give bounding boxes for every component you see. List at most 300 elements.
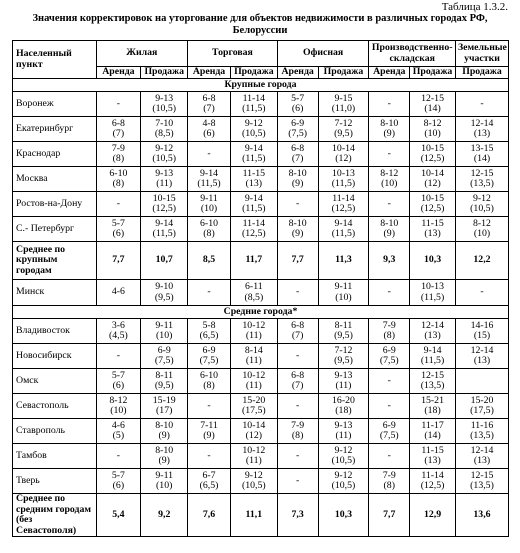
value-range: 5-8: [202, 319, 216, 331]
value-cell: [410, 280, 456, 306]
value-mean: (7): [203, 103, 215, 114]
value-range: 11-16: [470, 419, 494, 431]
value-mean: (14): [424, 430, 441, 441]
value-range: -: [296, 286, 300, 298]
value-range: 6-9: [291, 117, 305, 129]
value-mean: (13,5): [420, 380, 445, 391]
value-cell: [141, 444, 188, 469]
value-cell: [96, 217, 141, 242]
value-mean: (13): [424, 330, 441, 341]
value-cell: [277, 280, 318, 306]
value-cell: [96, 142, 141, 167]
value-range: 12-14: [421, 319, 444, 331]
value-cell: [455, 280, 508, 306]
value-cell: [188, 192, 231, 217]
value-mean: (12,5): [420, 153, 445, 164]
value-range: 7-11: [200, 419, 218, 431]
value-cell: [141, 217, 188, 242]
value-range: 7-9: [291, 419, 305, 431]
city-name: Ставрополь: [13, 419, 97, 444]
value-mean: (12): [245, 430, 262, 441]
value-mean: (11,5): [420, 355, 445, 366]
value-mean: (12,5): [152, 203, 177, 214]
value-cell: [277, 469, 318, 494]
value-mean: (10,5): [331, 455, 356, 466]
value-range: 6-9: [202, 344, 216, 356]
value-cell: [141, 280, 188, 306]
value-cell: [230, 117, 277, 142]
value-mean: (6,5): [199, 330, 219, 341]
value-range: 9-13: [155, 92, 174, 104]
city-name: С.- Петербург: [13, 217, 97, 242]
value-mean: (14): [424, 103, 441, 114]
value-mean: (13): [245, 178, 262, 189]
value-mean: (13): [473, 128, 491, 139]
value-cell: [318, 192, 369, 217]
value-mean: (17): [156, 405, 173, 416]
value-mean: (11,5): [197, 178, 221, 189]
value-range: -: [116, 197, 121, 209]
section-medium-cities: Средние города*: [13, 306, 509, 319]
value-range: -: [296, 449, 300, 461]
value-cell: [230, 344, 277, 369]
value-cell: [455, 217, 508, 242]
title-line-2: Белоруссии: [232, 25, 288, 36]
value-mean: (11,5): [242, 153, 266, 164]
value-range: 9-11: [155, 319, 174, 331]
value-mean: (18): [335, 405, 352, 416]
value-range: -: [116, 349, 121, 361]
value-range: 10-14: [242, 419, 266, 431]
value-mean: (17,5): [470, 405, 494, 416]
value-cell: [230, 369, 277, 394]
value-range: 11-15: [421, 217, 444, 229]
value-range: 11-17: [421, 419, 444, 431]
value-range: 6-8: [291, 319, 305, 331]
value-range: 4-6: [111, 419, 125, 431]
value-cell: [96, 117, 141, 142]
value-mean: (11,5): [152, 228, 176, 239]
value-range: 9-14: [244, 192, 263, 204]
value-cell: [141, 394, 188, 419]
table-row: [13, 142, 509, 167]
value-cell: [188, 319, 231, 344]
value-range: -: [480, 97, 484, 109]
value-range: 14-16: [470, 319, 494, 331]
value-cell: [455, 444, 508, 469]
sub-rent: Аренда: [96, 67, 141, 79]
value-range: 8-10: [380, 217, 399, 229]
value-cell: [277, 217, 318, 242]
value-range: 7-9: [382, 319, 396, 331]
city-name: Москва: [13, 167, 97, 192]
value-cell: [96, 369, 141, 394]
value-mean: (13,5): [470, 178, 494, 189]
value-cell: [455, 92, 508, 117]
value-range: 9-12: [334, 469, 353, 481]
value-cell: [96, 344, 141, 369]
value-mean: (12): [335, 153, 352, 164]
value-mean: (6): [112, 228, 125, 239]
value-cell: [455, 319, 508, 344]
value-mean: (8,5): [154, 128, 174, 139]
value-range: 6-8: [111, 117, 125, 129]
value-mean: (9): [291, 228, 304, 239]
value-range: 6-11: [245, 281, 263, 292]
value-cell: [410, 192, 456, 217]
value-mean: (10,5): [242, 480, 266, 491]
value-cell: [410, 117, 456, 142]
value-cell: [410, 444, 456, 469]
value-cell: [277, 419, 318, 444]
value-cell: [318, 444, 369, 469]
value-mean: (10): [424, 128, 441, 139]
value-cell: [318, 344, 369, 369]
average-row: [13, 242, 509, 280]
sub-sale: Продажа: [410, 67, 456, 79]
value-range: 8-10: [155, 419, 174, 431]
value-cell: [410, 419, 456, 444]
value-mean: (8): [383, 330, 395, 341]
value-range: 10-14: [332, 142, 355, 154]
value-range: 10-15: [152, 192, 176, 204]
average-value: 7,7: [369, 494, 410, 537]
value-mean: (8): [203, 380, 215, 391]
city-name: Минск: [13, 280, 97, 306]
value-cell: [369, 344, 410, 369]
value-range: 9-10: [155, 281, 174, 292]
value-range: 11-14: [332, 192, 355, 204]
table-row: [13, 469, 509, 494]
value-cell: [369, 92, 410, 117]
value-cell: [455, 369, 508, 394]
value-range: 5-7: [111, 217, 125, 229]
value-range: 9-14: [334, 217, 353, 229]
value-range: 7-9: [382, 469, 396, 481]
value-range: 9-13: [155, 167, 174, 179]
value-cell: [230, 280, 277, 306]
value-cell: [141, 319, 188, 344]
value-cell: [410, 167, 456, 192]
city-name: Омск: [13, 369, 97, 394]
value-cell: [410, 344, 456, 369]
value-cell: [318, 117, 369, 142]
value-cell: [277, 319, 318, 344]
value-cell: [188, 444, 231, 469]
average-value: 12,9: [410, 494, 456, 537]
section-large-cities: Крупные города: [13, 79, 509, 92]
table-row: [13, 344, 509, 369]
value-cell: [318, 469, 369, 494]
table-row: [13, 319, 509, 344]
value-cell: [277, 92, 318, 117]
value-mean: (7,5): [379, 355, 399, 366]
table-row: [13, 92, 509, 117]
value-range: 15-20: [470, 394, 494, 406]
value-cell: [455, 419, 508, 444]
value-cell: [410, 394, 456, 419]
value-range: 3-6: [111, 319, 125, 331]
value-mean: (8): [112, 153, 125, 164]
table-title: [0, 13, 520, 37]
value-cell: [141, 344, 188, 369]
value-cell: [141, 419, 188, 444]
value-range: 9-12: [244, 469, 263, 481]
value-cell: [369, 394, 410, 419]
value-cell: [96, 92, 141, 117]
value-cell: [455, 469, 508, 494]
value-cell: [230, 142, 277, 167]
table-row: [13, 217, 509, 242]
value-mean: (8): [112, 178, 125, 189]
value-range: 8-12: [473, 217, 491, 229]
value-cell: [277, 369, 318, 394]
value-cell: [188, 394, 231, 419]
sub-sale: Продажа: [141, 67, 188, 79]
value-mean: (11,0): [331, 103, 356, 114]
value-cell: [188, 469, 231, 494]
value-cell: [230, 444, 277, 469]
value-cell: [318, 394, 369, 419]
value-mean: (9,5): [334, 355, 353, 366]
value-mean: (13): [473, 455, 491, 466]
value-cell: [369, 192, 410, 217]
sub-rent: Аренда: [277, 67, 318, 79]
average-value: 9,3: [369, 242, 410, 280]
value-range: -: [387, 97, 391, 109]
value-cell: [369, 369, 410, 394]
city-name: Севастополь: [13, 394, 97, 419]
value-cell: [277, 344, 318, 369]
table-row: [13, 117, 509, 142]
value-cell: [188, 344, 231, 369]
average-value: 9,2: [141, 494, 188, 537]
city-name: Ростов-на-Дону: [13, 192, 97, 217]
value-range: 10-14: [421, 167, 444, 179]
value-cell: [318, 217, 369, 242]
header-retail: Торговая: [188, 41, 278, 67]
sub-rent: Аренда: [369, 67, 410, 79]
value-cell: [455, 142, 508, 167]
average-value: 8,5: [188, 242, 231, 280]
city-name: Владивосток: [13, 319, 97, 344]
value-cell: [141, 92, 188, 117]
value-range: 9-11: [334, 281, 353, 292]
value-cell: [230, 394, 277, 419]
value-mean: (12,5): [420, 203, 445, 214]
value-cell: [141, 192, 188, 217]
value-range: 10-13: [332, 167, 355, 179]
value-cell: [141, 469, 188, 494]
value-range: 12-14: [470, 344, 494, 356]
value-mean: (11): [245, 455, 262, 466]
value-mean: (18): [424, 405, 441, 416]
value-mean: (10): [335, 291, 352, 303]
value-range: -: [207, 399, 211, 411]
table-body: [13, 79, 509, 537]
value-range: 10-15: [421, 142, 444, 154]
value-range: 15-20: [242, 394, 266, 406]
value-range: 6-9: [382, 419, 396, 431]
value-cell: [318, 419, 369, 444]
value-range: -: [387, 374, 391, 386]
value-range: 4-6: [111, 286, 125, 298]
value-cell: [410, 92, 456, 117]
value-cell: [230, 192, 277, 217]
value-range: 5-7: [111, 469, 125, 481]
value-cell: [96, 444, 141, 469]
value-range: -: [387, 449, 391, 461]
value-cell: [369, 167, 410, 192]
value-mean: (13): [473, 355, 491, 366]
value-mean: (12): [424, 178, 441, 189]
value-mean: (10): [110, 405, 127, 416]
value-cell: [188, 369, 231, 394]
table-row: [13, 192, 509, 217]
value-mean: (13,5): [470, 480, 494, 491]
section-row: [13, 79, 509, 92]
value-mean: (8): [291, 430, 304, 441]
value-mean: (4,5): [109, 330, 128, 341]
average-value: 10,3: [318, 494, 369, 537]
value-cell: [455, 344, 508, 369]
value-mean: (6): [203, 128, 215, 139]
value-cell: [141, 167, 188, 192]
value-range: 6-10: [109, 167, 128, 179]
value-cell: [188, 217, 231, 242]
value-cell: [141, 369, 188, 394]
sub-sale: Продажа: [318, 67, 369, 79]
average-value: 13,6: [455, 494, 508, 537]
value-cell: [369, 280, 410, 306]
value-range: 5-7: [111, 369, 125, 381]
value-mean: (9): [158, 455, 170, 466]
value-cell: [230, 469, 277, 494]
value-cell: [455, 167, 508, 192]
value-cell: [188, 167, 231, 192]
value-range: -: [296, 399, 300, 411]
value-mean: (13,5): [470, 430, 494, 441]
value-mean: (7,5): [199, 355, 219, 366]
value-range: 12-14: [470, 117, 494, 129]
value-cell: [188, 142, 231, 167]
value-range: 11-15: [242, 167, 266, 179]
value-range: -: [387, 286, 391, 298]
value-mean: (10,5): [470, 203, 494, 214]
value-mean: (9,5): [334, 128, 353, 139]
value-range: 8-11: [155, 369, 174, 381]
city-name: Воронеж: [13, 92, 97, 117]
table-row: [13, 394, 509, 419]
value-cell: [96, 319, 141, 344]
value-range: 12-15: [470, 167, 494, 179]
value-range: 11-14: [421, 469, 444, 481]
value-range: 10-12: [242, 369, 266, 381]
value-range: 6-7: [202, 469, 216, 481]
value-range: 11-14: [242, 217, 266, 229]
sub-rent: Аренда: [188, 67, 231, 79]
table-row: [13, 444, 509, 469]
value-cell: [277, 394, 318, 419]
value-cell: [318, 280, 369, 306]
average-value: 10,7: [141, 242, 188, 280]
value-range: 16-20: [332, 394, 355, 406]
value-range: 9-14: [200, 167, 218, 179]
value-mean: (11,5): [331, 178, 356, 189]
section-row: [13, 306, 509, 319]
value-range: 6-9: [157, 344, 171, 356]
value-cell: [410, 217, 456, 242]
value-range: 12-15: [470, 469, 494, 481]
value-cell: [455, 117, 508, 142]
value-range: 9-14: [244, 142, 263, 154]
value-cell: [96, 192, 141, 217]
value-mean: (10,5): [331, 480, 356, 491]
value-range: 7-12: [334, 344, 353, 356]
value-cell: [230, 217, 277, 242]
value-mean: (9,5): [154, 291, 174, 303]
value-range: 6-8: [291, 369, 305, 381]
value-mean: (8): [383, 480, 395, 491]
table-number: Таблица 1.3.2.: [441, 1, 508, 13]
value-cell: [277, 192, 318, 217]
value-mean: (10): [156, 330, 173, 341]
value-cell: [277, 117, 318, 142]
city-name: Новосибирск: [13, 344, 97, 369]
sub-sale: Продажа: [230, 67, 277, 79]
value-mean: (10,5): [242, 128, 266, 139]
value-range: 12-14: [470, 444, 494, 456]
value-range: -: [296, 349, 300, 361]
value-range: 9-11: [200, 192, 218, 204]
value-range: 9-14: [423, 344, 442, 356]
value-mean: (7): [291, 330, 304, 341]
value-mean: (13): [424, 455, 441, 466]
value-mean: (7): [112, 128, 125, 139]
value-cell: [369, 469, 410, 494]
city-name: Тверь: [13, 469, 97, 494]
value-mean: (7): [291, 380, 304, 391]
value-mean: (9): [383, 228, 395, 239]
value-cell: [230, 419, 277, 444]
value-mean: (11,5): [331, 228, 356, 239]
value-cell: [410, 369, 456, 394]
value-range: 15-21: [421, 394, 444, 406]
discount-table: [12, 40, 509, 537]
value-range: 6-9: [382, 344, 396, 356]
value-mean: (6): [112, 380, 125, 391]
average-value: 11,3: [318, 242, 369, 280]
value-cell: [410, 319, 456, 344]
value-range: 10-12: [242, 319, 266, 331]
value-range: 9-13: [334, 419, 353, 431]
value-range: -: [387, 197, 391, 209]
value-range: -: [207, 286, 211, 298]
sub-sale: Продажа: [455, 67, 508, 79]
value-cell: [96, 280, 141, 306]
value-range: 8-14: [244, 344, 263, 356]
value-range: -: [207, 147, 211, 159]
average-value: 12,2: [455, 242, 508, 280]
header-office: Офисная: [277, 41, 369, 67]
value-range: 9-12: [473, 192, 491, 204]
value-cell: [455, 394, 508, 419]
value-mean: (9,5): [154, 380, 174, 391]
value-cell: [230, 92, 277, 117]
value-mean: (11): [245, 355, 262, 366]
value-mean: (10): [156, 480, 173, 491]
value-mean: (10): [381, 178, 398, 189]
